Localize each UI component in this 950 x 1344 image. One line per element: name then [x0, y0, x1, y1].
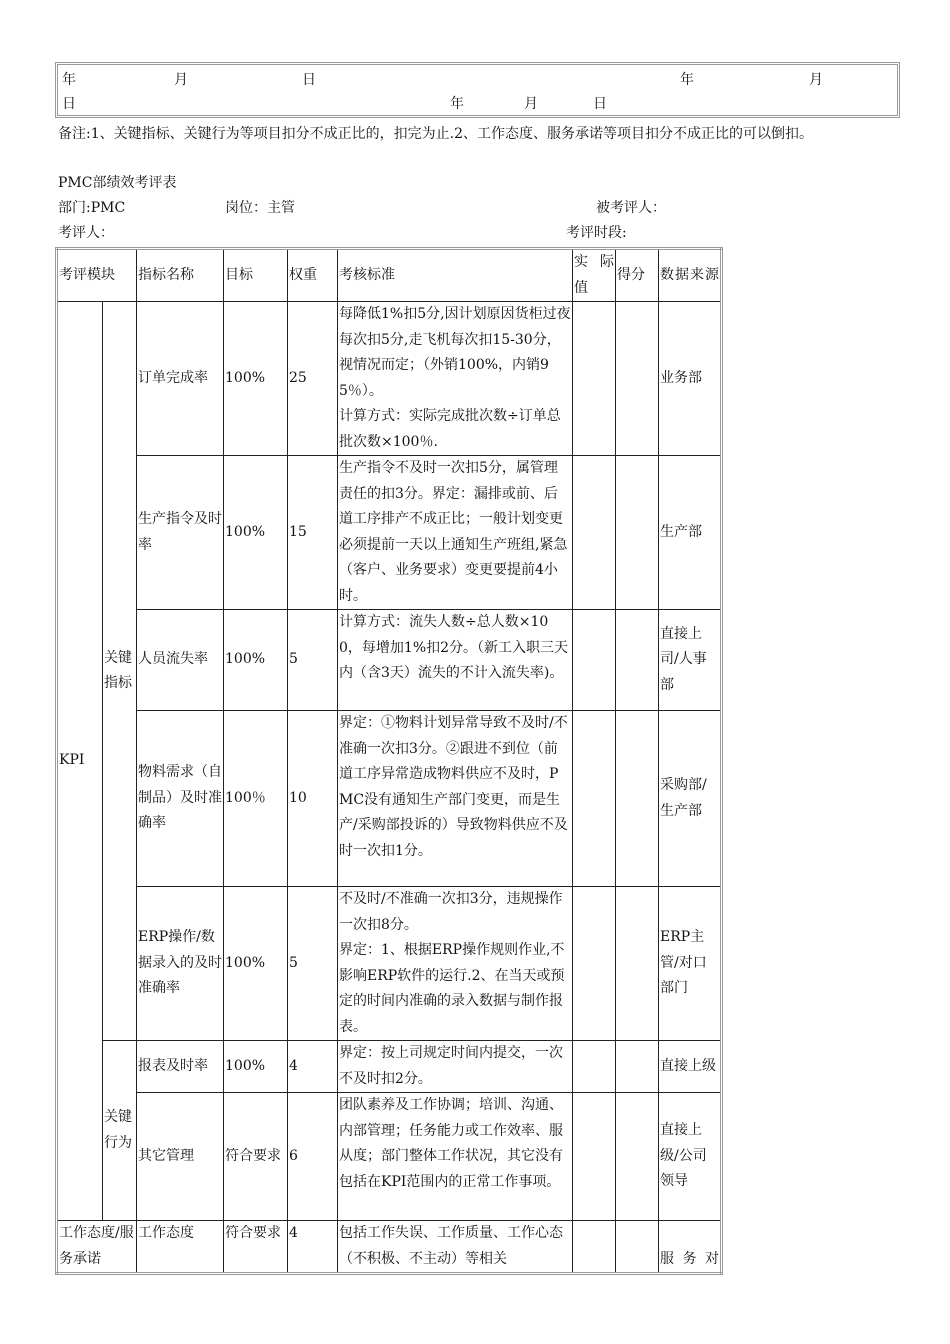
score-cell[interactable]	[616, 1093, 659, 1221]
indicator-weight: 10	[288, 711, 338, 887]
header-criteria: 考核标准	[338, 249, 573, 302]
table-row	[57, 302, 722, 456]
indicator-name: 其它管理	[137, 1093, 224, 1221]
indicator-criteria: 不及时/不准确一次扣3分，违规操作一次扣8分。 界定：1、根据ERP操作规则作业,不影响ERP软件的运行.2、在当天或预定的时间内准确的录入数据与制作报表。	[338, 887, 573, 1041]
header-actual-value: 实际值	[573, 249, 616, 302]
indicator-target: 符合要求	[224, 1093, 288, 1221]
info-row-1	[58, 196, 900, 220]
group-key-indicators: 关键指标	[103, 302, 137, 1041]
data-source: ERP主管/对口部门	[659, 887, 722, 1041]
year-label: 年	[450, 96, 464, 112]
indicator-weight: 4	[288, 1041, 338, 1093]
table-header-row	[57, 249, 722, 302]
table-row	[57, 711, 722, 887]
evaluator-field: 考评人：	[58, 225, 114, 241]
indicator-name: 工作态度	[137, 1221, 224, 1274]
form-title: PMC部绩效考评表	[58, 175, 177, 191]
module-attitude-service: 工作态度/服务承诺	[57, 1221, 137, 1274]
indicator-target: 符合要求	[224, 1221, 288, 1274]
indicator-criteria: 团队素养及工作协调；培训、沟通、内部管理；任务能力或工作效率、服从度；部门整体工作状况，其它没有包括在KPI范围内的正常工作事项。	[338, 1093, 573, 1221]
table-row	[57, 887, 722, 1041]
score-cell[interactable]	[616, 1041, 659, 1093]
table-row	[57, 610, 722, 711]
evaluatee-field: 被考评人：	[596, 200, 666, 216]
header-weight: 权重	[288, 249, 338, 302]
indicator-target: 100％	[224, 711, 288, 887]
score-cell[interactable]	[616, 711, 659, 887]
table-row	[57, 456, 722, 610]
indicator-criteria: 包括工作失误、工作质量、工作心态（不积极、不主动）等相关	[338, 1221, 573, 1274]
day-label: 日	[302, 72, 316, 88]
period-field: 考评时段:	[566, 225, 627, 241]
indicator-name: 报表及时率	[137, 1041, 224, 1093]
data-source: 直接上级	[659, 1041, 722, 1093]
actual-value-cell[interactable]	[573, 610, 616, 711]
indicator-target: 100%	[224, 1041, 288, 1093]
table-row	[57, 1093, 722, 1221]
indicator-weight: 5	[288, 887, 338, 1041]
actual-value-cell[interactable]	[573, 711, 616, 887]
year-label: 年	[62, 72, 76, 88]
indicator-name: 物料需求（自制品）及时准确率	[137, 711, 224, 887]
indicator-weight: 25	[288, 302, 338, 456]
table-row	[57, 1041, 722, 1093]
indicator-weight: 15	[288, 456, 338, 610]
indicator-criteria: 生产指令不及时一次扣5分，属管理责任的扣3分。界定：漏排或前、后道工序排产不成正比；一般计划变更必须提前一天以上通知生产班组,紧急（客户、业务要求）变更要提前4小时。	[338, 456, 573, 610]
month-label: 月	[809, 72, 823, 88]
table-row	[57, 1221, 722, 1274]
header-score: 得分	[616, 249, 659, 302]
signature-date-row-1	[62, 68, 893, 92]
info-row-2	[58, 221, 900, 245]
actual-value-cell[interactable]	[573, 1093, 616, 1221]
remarks-note: 备注:1、关键指标、关键行为等项目扣分不成正比的，扣完为止.2、工作态度、服务承诺等项目扣分不成正比的可以倒扣。	[58, 126, 813, 142]
actual-value-cell[interactable]	[573, 456, 616, 610]
day-label: 日	[62, 96, 76, 112]
position-field: 岗位：主管	[225, 200, 295, 216]
indicator-name: ERP操作/数据录入的及时准确率	[137, 887, 224, 1041]
data-source: 采购部/生产部	[659, 711, 722, 887]
indicator-name: 人员流失率	[137, 610, 224, 711]
actual-value-cell[interactable]	[573, 887, 616, 1041]
header-data-source: 数据来源	[659, 249, 722, 302]
indicator-weight: 6	[288, 1093, 338, 1221]
score-cell[interactable]	[616, 1221, 659, 1274]
module-kpi: KPI	[57, 302, 103, 1221]
score-cell[interactable]	[616, 887, 659, 1041]
department-field: 部门:PMC	[58, 200, 126, 216]
signature-date-row-2	[62, 92, 893, 116]
indicator-criteria: 界定：按上司规定时间内提交，一次不及时扣2分。	[338, 1041, 573, 1093]
indicator-weight: 5	[288, 610, 338, 711]
year-label: 年	[680, 72, 694, 88]
score-cell[interactable]	[616, 456, 659, 610]
month-label: 月	[524, 96, 538, 112]
indicator-target: 100%	[224, 302, 288, 456]
day-label: 日	[593, 96, 607, 112]
indicator-target: 100%	[224, 887, 288, 1041]
data-source: 直接上司/人事部	[659, 610, 722, 711]
actual-value-cell[interactable]	[573, 1041, 616, 1093]
signature-date-box	[55, 62, 900, 118]
indicator-criteria: 计算方式：流失人数÷总人数×100，每增加1%扣2分。（新工入职三天内（含3天）流失的不计入流失率)。	[338, 610, 573, 711]
indicator-target: 100%	[224, 610, 288, 711]
month-label: 月	[174, 72, 188, 88]
score-cell[interactable]	[616, 302, 659, 456]
actual-value-cell[interactable]	[573, 302, 616, 456]
indicator-criteria: 每降低1%扣5分,因计划原因货柜过夜每次扣5分,走飞机每次扣15-30分，视情况而定；（外销100%，内销95％）。 计算方式：实际完成批次数÷订单总批次数×100％.	[338, 302, 573, 456]
header-module: 考评模块	[57, 249, 137, 302]
data-source: 服务对	[659, 1221, 722, 1274]
indicator-name: 生产指令及时率	[137, 456, 224, 610]
indicator-target: 100%	[224, 456, 288, 610]
kpi-evaluation-table	[55, 247, 723, 1275]
group-key-behaviors: 关键行为	[103, 1041, 137, 1221]
score-cell[interactable]	[616, 610, 659, 711]
data-source: 生产部	[659, 456, 722, 610]
header-indicator-name: 指标名称	[137, 249, 224, 302]
indicator-weight: 4	[288, 1221, 338, 1274]
actual-value-cell[interactable]	[573, 1221, 616, 1274]
data-source: 直接上级/公司领导	[659, 1093, 722, 1221]
indicator-name: 订单完成率	[137, 302, 224, 456]
header-target: 目标	[224, 249, 288, 302]
indicator-criteria: 界定：①物料计划异常导致不及时/不准确一次扣3分。②跟进不到位（前道工序异常造成物料供应不及时，PMC没有通知生产部门变更，而是生产/采购部投诉的）导致物料供应不及时一次扣1分。	[338, 711, 573, 887]
data-source: 业务部	[659, 302, 722, 456]
